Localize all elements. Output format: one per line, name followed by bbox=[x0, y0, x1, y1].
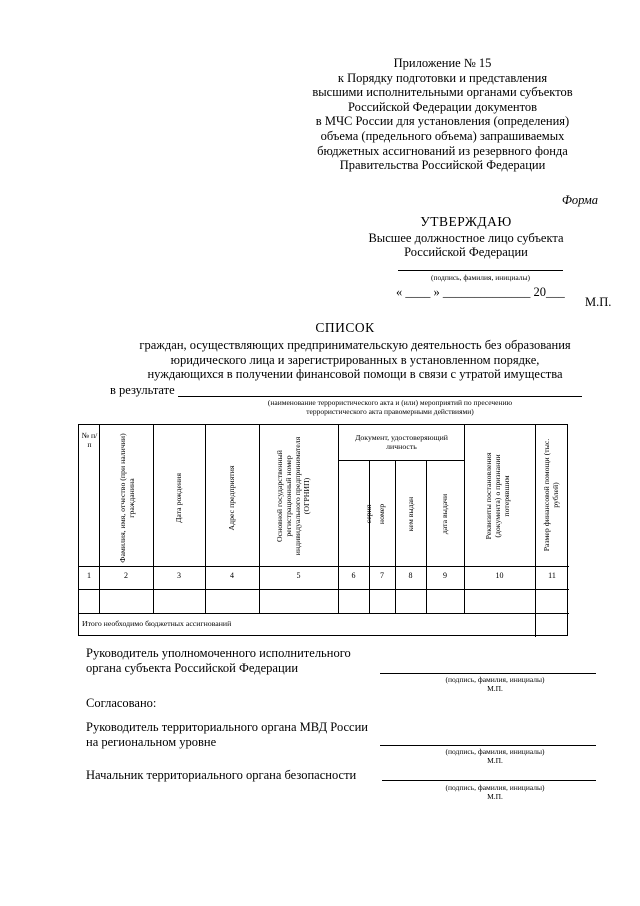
header-number: номер bbox=[377, 503, 386, 525]
approval-signature-line bbox=[398, 270, 563, 271]
col-number-cell: 3 bbox=[177, 571, 181, 580]
approval-heading: УТВЕРЖДАЮ bbox=[420, 214, 512, 229]
signature-caption bbox=[420, 675, 570, 693]
signature-caption-text: (подпись, фамилия, инициалы) bbox=[445, 675, 545, 684]
total-row-label: Итого необходимо бюджетных ассигнований bbox=[82, 619, 232, 628]
header-name: Фамилия, имя, отчество (при наличии) гражданина bbox=[118, 433, 136, 563]
table-row-divider bbox=[79, 566, 569, 567]
header-amount: Размер финансовой помощи (тыс. рублей) bbox=[542, 438, 560, 552]
list-title: СПИСОК bbox=[315, 320, 375, 335]
col-number-cell: 2 bbox=[124, 571, 128, 580]
col-number-cell: 5 bbox=[296, 571, 301, 580]
result-caption-line: террористического акта правомерными действиями) bbox=[306, 407, 474, 416]
annex-line: высшими исполнительными органами субъектов bbox=[312, 85, 573, 100]
header-address: Адрес предприятия bbox=[227, 465, 236, 531]
table-col-divider bbox=[426, 461, 427, 613]
signature-stamp: М.П. bbox=[487, 792, 503, 801]
table-row-divider bbox=[338, 460, 464, 461]
col-number-cell: 10 bbox=[495, 571, 504, 580]
table-col-divider bbox=[259, 425, 260, 613]
annex-line: в МЧС России для установления (определения) bbox=[315, 114, 570, 129]
header-series: серия bbox=[364, 504, 373, 524]
approval-line: Высшее должностное лицо субъекта bbox=[368, 230, 564, 245]
signature-line bbox=[382, 780, 596, 781]
list-subtitle-line: юридического лица и зарегистрированных в установленном порядке, bbox=[170, 352, 540, 367]
citizens-table bbox=[78, 424, 568, 636]
header-ogrnip: Основной государственный регистрационный номер индивидуального предпринимателя (ОГРНИП) bbox=[275, 436, 311, 556]
signature-line bbox=[380, 745, 596, 746]
table-col-divider bbox=[153, 425, 154, 613]
table-col-divider bbox=[338, 425, 339, 613]
approval-signature-caption: (подпись, фамилия, инициалы) bbox=[430, 273, 531, 282]
header-document-group: Документ, удостоверяющий личность bbox=[355, 433, 448, 451]
signature-caption-text: (подпись, фамилия, инициалы) bbox=[445, 783, 545, 792]
col-number-cell: 1 bbox=[87, 571, 91, 580]
mvd-signatory bbox=[86, 720, 368, 750]
agreed-label: Согласовано: bbox=[86, 696, 157, 710]
result-caption bbox=[225, 398, 555, 416]
signatory-line: Руководитель территориального органа МВД России bbox=[86, 720, 368, 734]
result-caption-line: (наименование террористического акта и (или) мероприятий по пресечению bbox=[267, 398, 513, 407]
signature-caption-text: (подпись, фамилия, инициалы) bbox=[445, 747, 545, 756]
signatory-line: органа субъекта Российской Федерации bbox=[86, 661, 299, 675]
result-label: в результате bbox=[110, 383, 175, 397]
header-issue-date: дата выдачи bbox=[440, 493, 449, 535]
table-col-divider bbox=[395, 461, 396, 613]
table-col-divider bbox=[464, 425, 465, 613]
col-number-cell: 6 bbox=[351, 571, 356, 580]
annex-line: объема (предельного объема) запрашиваемых bbox=[320, 128, 565, 143]
col-number-cell: 7 bbox=[380, 571, 384, 580]
signature-line bbox=[380, 673, 596, 674]
head-signatory bbox=[86, 646, 351, 676]
header-requisites: Реквизиты постановления (документа) о признании потерявшим bbox=[484, 452, 511, 540]
table-col-divider bbox=[205, 425, 206, 613]
annex-line: Правительства Российской Федерации bbox=[339, 158, 546, 173]
col-number-cell: 9 bbox=[443, 571, 447, 580]
annex-line: к Порядку подготовки и представления bbox=[337, 70, 548, 85]
form-label: Форма bbox=[561, 193, 598, 207]
col-number-cell: 8 bbox=[408, 571, 413, 580]
approval-date: « ____ » ______________ 20___ bbox=[396, 285, 565, 299]
header-issued-by: кем выдан bbox=[406, 496, 415, 532]
signature-stamp: М.П. bbox=[487, 756, 503, 765]
annex-line: Российской Федерации документов bbox=[347, 99, 538, 114]
list-subtitle-line: граждан, осуществляющих предпринимательскую деятельность без образования bbox=[139, 338, 571, 352]
header-no: № п/п bbox=[81, 431, 98, 449]
signatory-line: Руководитель уполномоченного исполнительного bbox=[86, 646, 351, 660]
header-birth: Дата рождения bbox=[174, 473, 183, 523]
table-col-divider bbox=[535, 425, 536, 637]
col-number-cell: 11 bbox=[548, 571, 556, 580]
col-number-cell: 4 bbox=[230, 571, 234, 580]
table-col-divider bbox=[99, 425, 100, 613]
annex-header bbox=[305, 56, 580, 173]
security-signatory: Начальник территориального органа безопасности bbox=[86, 768, 357, 782]
approval-stamp: М.П. bbox=[585, 295, 612, 309]
table-row-divider bbox=[79, 613, 569, 614]
approval-line: Российской Федерации bbox=[404, 245, 528, 260]
annex-line: бюджетных ассигнований из резервного фонда bbox=[317, 143, 568, 158]
signatory-line: на региональном уровне bbox=[86, 735, 217, 749]
signature-stamp: М.П. bbox=[487, 684, 503, 693]
signature-caption bbox=[420, 747, 570, 765]
list-subtitle bbox=[100, 338, 610, 382]
annex-line: Приложение № 15 bbox=[393, 56, 492, 70]
approval-block bbox=[346, 215, 586, 260]
signature-caption bbox=[420, 783, 570, 801]
result-fill-line bbox=[178, 396, 582, 397]
list-subtitle-line: нуждающихся в получении финансовой помощи в связи с утратой имущества bbox=[147, 367, 563, 382]
table-row-divider bbox=[79, 589, 569, 590]
